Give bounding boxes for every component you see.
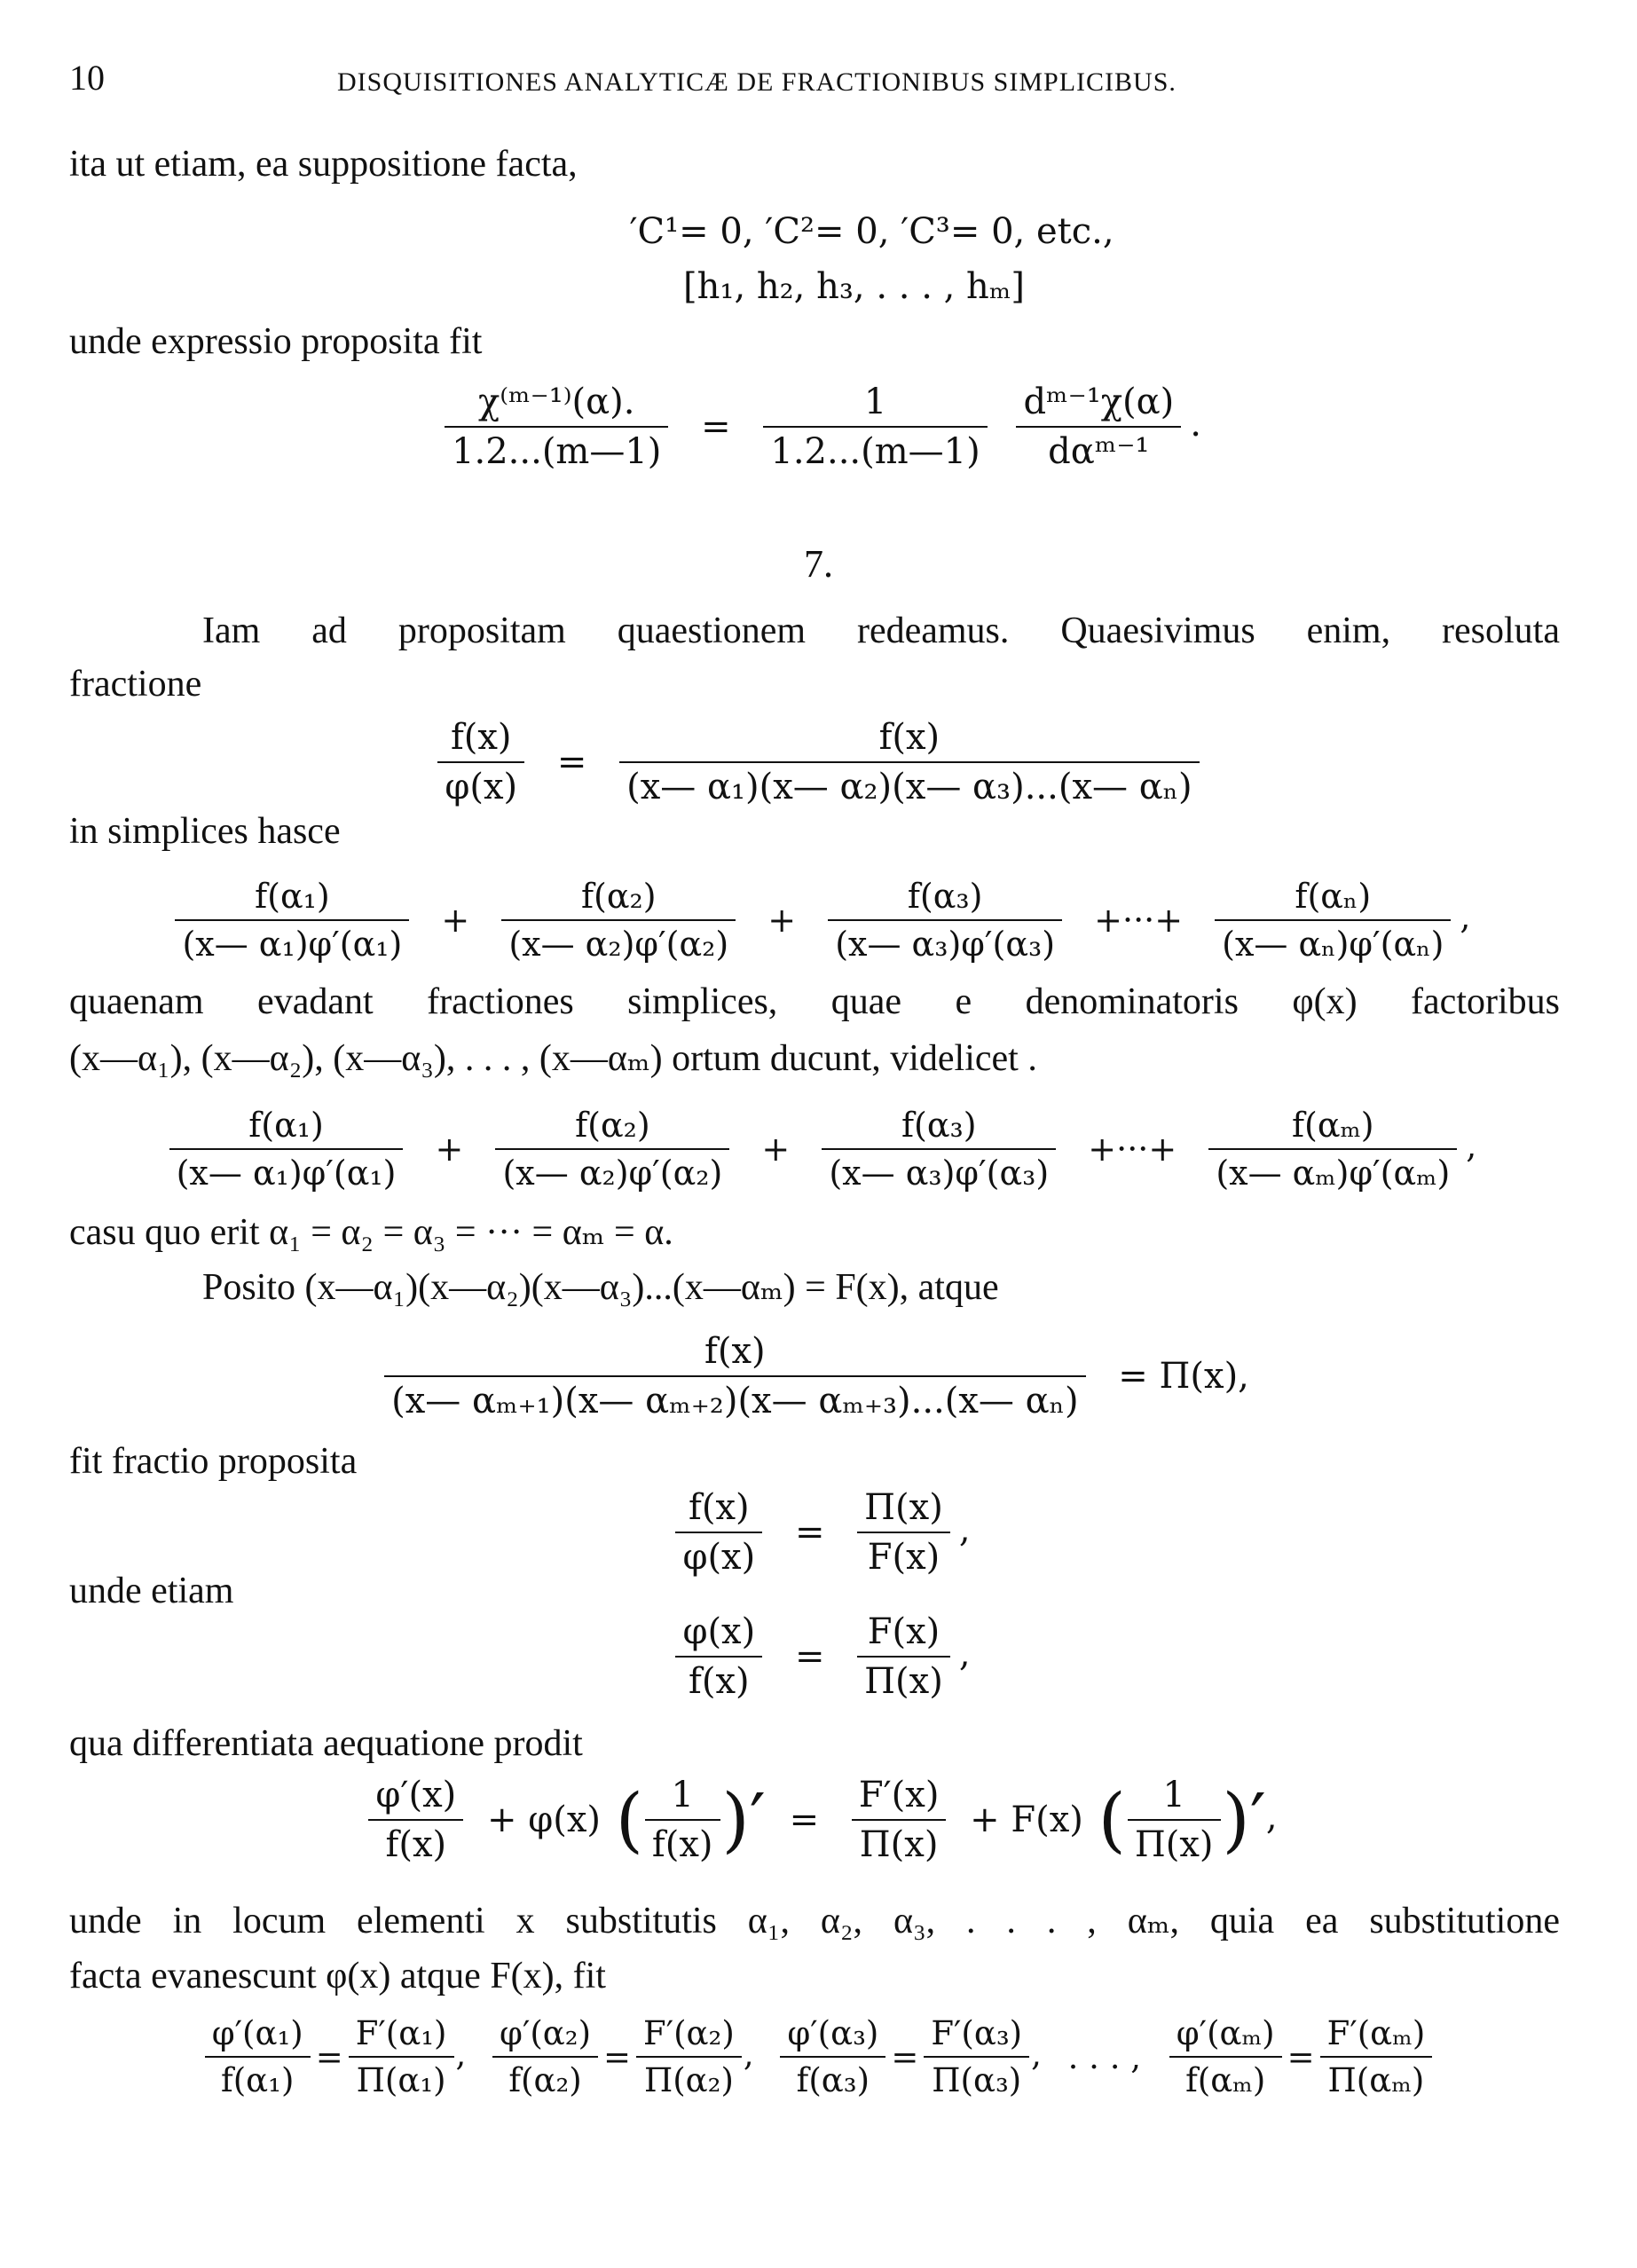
- fraction: $\frac{\text{φ′(α₃)}}{\text{f(α₃)}}$: [780, 2014, 885, 2099]
- paragraph-6: casu quo erit α₁ = α₂ = α₃ = ··· = αₘ = α.: [69, 1212, 673, 1253]
- equation-partial-fractions-m: $\frac{\text{f(α₁)}}{\text{(x— α₁)φ′(α₁)}}$ + $\frac{\text{f(α₂)}}{\text{(x— α₂)φ′(α₂)}}$ + $\frac{\text{f(α₃)}}{\text{(x— α₃)φ′(α₃)}}$ +···+ $\frac{\text{f(αₘ)}}{\text{(x— αₘ)φ′(αₘ)}}$ ,: [0, 1106, 1637, 1193]
- fraction: $\frac{\text{f(αₙ)}}{\text{(x— αₙ)φ′(αₙ)}}$: [1215, 877, 1451, 964]
- fraction: $\frac{\varphi'(x)}{f(x)}$: [368, 1775, 463, 1865]
- fraction: $\frac{1}{f(x)}$: [645, 1775, 720, 1865]
- equation-substitutions: $\frac{\text{φ′(α₁)}}{\text{f(α₁)}}$ = $\frac{\text{F′(α₁)}}{\text{Π(α₁)}}$ , $\frac{\text{φ′(α₂)}}{\text{f(α₂)}}$ = $\frac{\text{F′(α₂)}}{\text{Π(α₂)}}$ , $\frac{\text{φ′(α₃)}}{\text{f(α₃)}}$ = $\frac{\text{F′(α₃)}}{\text{Π(α₃)}}$ , . . . , $\frac{\text{φ′(αₘ)}}{\text{f(αₘ)}}$ = $\frac{\text{F′(αₘ)}}{\text{Π(αₘ)}}$: [0, 2014, 1637, 2099]
- paragraph-10: qua differentiata aequatione prodit: [69, 1723, 583, 1764]
- section-number: 7.: [804, 542, 833, 586]
- fraction: $\frac{\text{f(αₘ)}}{\text{(x— αₘ)φ′(αₘ)}}$: [1208, 1106, 1457, 1193]
- equation-partial-fractions-n: $\frac{\text{f(α₁)}}{\text{(x— α₁)φ′(α₁)}}$ + $\frac{\text{f(α₂)}}{\text{(x— α₂)φ′(α₂)}}$ + $\frac{\text{f(α₃)}}{\text{(x— α₃)φ′(α₃)}}$ +···+ $\frac{\text{f(αₙ)}}{\text{(x— αₙ)φ′(αₙ)}}$ ,: [0, 877, 1637, 964]
- fraction: $\frac{\text{F′(α₂)}}{\text{Π(α₂)}}$: [636, 2014, 742, 2099]
- running-title: DISQUISITIONES ANALYTICÆ DE FRACTIONIBUS SIMPLICIBUS.: [337, 67, 1177, 97]
- fraction: $\frac{\text{f(α₂)}}{\text{(x— α₂)φ′(α₂)}}$: [501, 877, 736, 964]
- fraction: $\frac{f(x)}{\varphi(x)}$: [675, 1487, 762, 1578]
- paragraph-9: unde etiam: [69, 1571, 234, 1611]
- paragraph-7: Posito (x—α₁)(x—α₂)(x—α₃)...(x—αₘ) = F(x), atque: [202, 1267, 999, 1308]
- page-number: 10: [69, 58, 105, 98]
- equation-phi-over-f: $\frac{\varphi(x)}{f(x)}$ = $\frac{F(x)}{\Pi(x)}$ ,: [0, 1611, 1637, 1702]
- paragraph-1: ita ut etiam, ea suppositione facta,: [69, 144, 578, 185]
- paragraph-4: in simplices hasce: [69, 811, 341, 852]
- fraction: $\frac{\text{φ′(αₘ)}}{\text{f(αₘ)}}$: [1169, 2014, 1282, 2099]
- fraction: $\frac{\Pi(x)}{F(x)}$: [857, 1487, 950, 1578]
- equation-c-values: ′C¹= 0, ′C²= 0, ′C³= 0, etc.,: [629, 211, 1114, 252]
- equation-f-over-phi: $\frac{f(x)}{\varphi(x)}$ = $\frac{\Pi(x)}{F(x)}$ ,: [0, 1487, 1637, 1578]
- fraction: $\frac{f(x)}{\text{(x— αₘ₊₁)(x— αₘ₊₂)(x— αₘ₊₃)...(x— αₙ)}}$: [384, 1331, 1085, 1421]
- paragraph-3-line-2: fractione: [69, 664, 202, 705]
- paragraph-5-line-1: quaenam evadant fractiones simplices, quae e denominatoris φ(x) factoribus: [69, 981, 1560, 1022]
- paragraph-8: fit fractio proposita: [69, 1441, 358, 1482]
- paragraph-2: unde expressio proposita fit: [69, 321, 483, 362]
- fraction: $\frac{\text{F′(α₁)}}{\text{Π(α₁)}}$: [349, 2014, 454, 2099]
- fraction: $\frac{\text{f(α₁)}}{\text{(x— α₁)φ′(α₁)}}$: [175, 877, 409, 964]
- fraction: $\frac{\varphi(x)}{f(x)}$: [675, 1611, 762, 1702]
- fraction: $\frac{\text{f(α₃)}}{\text{(x— α₃)φ′(α₃)}}$: [822, 1106, 1056, 1193]
- paragraph-11-line-1: unde in locum elementi x substitutis α₁, α₂, α₃, . . . , αₘ, quia ea substitutione: [69, 1901, 1560, 1941]
- fraction: $\frac{F(x)}{\Pi(x)}$: [857, 1611, 950, 1702]
- equation-h-list: [h₁, h₂, h₃, . . . , hₘ]: [683, 266, 1025, 307]
- equation-differentiated: $\frac{\varphi'(x)}{f(x)}$ + φ(x) ( $\frac{1}{f(x)}$ )′ = $\frac{F'(x)}{\Pi(x)}$ + F(x) ( $\frac{1}{\Pi(x)}$ )′,: [0, 1775, 1637, 1865]
- fraction: $\frac{\text{F′(αₘ)}}{\text{Π(αₘ)}}$: [1320, 2014, 1433, 2099]
- paragraph-5-line-2: (x—α₁), (x—α₂), (x—α₃), . . . , (x—αₘ) ortum ducunt, videlicet .: [69, 1038, 1037, 1079]
- fraction: $\frac{1}{\Pi(x)}$: [1128, 1775, 1221, 1865]
- paragraph-3-line-1: Iam ad propositam quaestionem redeamus. Quaesivimus enim, resoluta: [202, 610, 1560, 651]
- fraction: $\frac{\text{φ′(α₂)}}{\text{f(α₂)}}$: [492, 2014, 598, 2099]
- equation-pi-definition: $\frac{f(x)}{\text{(x— αₘ₊₁)(x— αₘ₊₂)(x— αₘ₊₃)...(x— αₙ)}}$ = Π(x),: [0, 1331, 1637, 1421]
- paragraph-11-line-2: facta evanescunt φ(x) atque F(x), fit: [69, 1956, 606, 1996]
- fraction: $\frac{F'(x)}{\Pi(x)}$: [852, 1775, 947, 1865]
- fraction: $\frac{\text{dᵐ⁻¹χ(α)}}{\text{dαᵐ⁻¹}}$: [1016, 382, 1181, 472]
- equation-fraction-phi: $\frac{f(x)}{\varphi(x)}$ = $\frac{f(x)}{\text{(x— α₁)(x— α₂)(x— α₃)...(x— αₙ)}}$: [0, 717, 1637, 807]
- equation-chi-derivative: $\frac{\text{χ⁽ᵐ⁻¹⁾(α).}}{1.2...(m—1)}$ = $\frac{1}{1.2...(m—1)}$ $\frac{\text{dᵐ⁻¹χ(α)}}{\text{dαᵐ⁻¹}}$ .: [0, 382, 1637, 472]
- fraction: $\frac{\text{f(α₁)}}{\text{(x— α₁)φ′(α₁)}}$: [169, 1106, 404, 1193]
- fraction: $\frac{f(x)}{\varphi(x)}$: [437, 717, 524, 807]
- fraction: $\frac{\text{F′(α₃)}}{\text{Π(α₃)}}$: [924, 2014, 1029, 2099]
- fraction: $\frac{1}{1.2...(m—1)}$: [763, 382, 987, 472]
- fraction: $\frac{\text{f(α₃)}}{\text{(x— α₃)φ′(α₃)}}$: [828, 877, 1062, 964]
- fraction: $\frac{\text{φ′(α₁)}}{\text{f(α₁)}}$: [205, 2014, 311, 2099]
- fraction: $\frac{f(x)}{\text{(x— α₁)(x— α₂)(x— α₃)...(x— αₙ)}}$: [619, 717, 1200, 807]
- fraction: $\frac{\text{f(α₂)}}{\text{(x— α₂)φ′(α₂)}}$: [495, 1106, 729, 1193]
- fraction: $\frac{\text{χ⁽ᵐ⁻¹⁾(α).}}{1.2...(m—1)}$: [445, 382, 668, 472]
